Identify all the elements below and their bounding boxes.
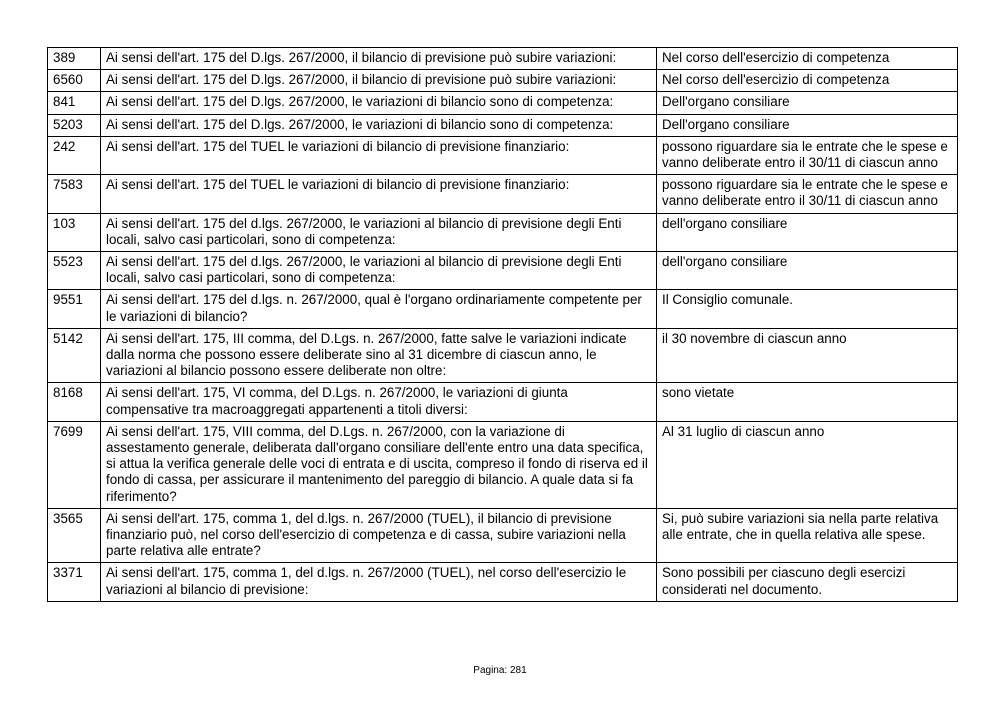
question-id: 6560 (48, 70, 101, 92)
table-row (48, 328, 958, 383)
question-text: Ai sensi dell'art. 175 del TUEL le variazioni di bilancio di previsione finanziario: (101, 136, 657, 174)
answer-text: Dell'organo consiliare (657, 92, 958, 114)
table-row (48, 563, 958, 601)
table-row (48, 48, 958, 70)
answer-text: dell'organo consiliare (657, 252, 958, 290)
answer-text: Si, può subire variazioni sia nella parte relativa alle entrate, che in quella relativa alle spese. (657, 508, 958, 563)
question-id: 103 (48, 213, 101, 251)
table-row (48, 213, 958, 251)
question-text: Ai sensi dell'art. 175 del D.lgs. 267/2000, le variazioni di bilancio sono di competenza: (101, 92, 657, 114)
question-text: Ai sensi dell'art. 175, comma 1, del d.lgs. n. 267/2000 (TUEL), il bilancio di previsione finanziario può, nel corso dell'esercizio di competenza e di cassa, subire variazioni nella parte relativa alle entrate? (101, 508, 657, 563)
question-id: 5142 (48, 328, 101, 383)
question-id: 7583 (48, 175, 101, 213)
question-text: Ai sensi dell'art. 175 del D.lgs. 267/2000, il bilancio di previsione può subire variazioni: (101, 70, 657, 92)
table-row (48, 114, 958, 136)
answer-text: Il Consiglio comunale. (657, 290, 958, 328)
answer-text: Sono possibili per ciascuno degli esercizi considerati nel documento. (657, 563, 958, 601)
question-text: Ai sensi dell'art. 175, III comma, del D.Lgs. n. 267/2000, fatte salve le variazioni indicate dalla norma che possono essere deliberate sino al 31 dicembre di ciascun anno, le variazioni al bilancio possono essere deliberate non oltre: (101, 328, 657, 383)
question-text: Ai sensi dell'art. 175 del D.lgs. 267/2000, il bilancio di previsione può subire variazioni: (101, 48, 657, 70)
answer-text: possono riguardare sia le entrate che le spese e vanno deliberate entro il 30/11 di ciascun anno (657, 136, 958, 174)
answer-text: possono riguardare sia le entrate che le spese e vanno deliberate entro il 30/11 di ciascun anno (657, 175, 958, 213)
qa-table (47, 47, 958, 602)
question-id: 841 (48, 92, 101, 114)
table-row (48, 508, 958, 563)
table-row (48, 92, 958, 114)
page-number: Pagina: 281 (473, 665, 527, 676)
question-id: 7699 (48, 421, 101, 508)
table-row (48, 252, 958, 290)
question-text: Ai sensi dell'art. 175 del d.lgs. 267/2000, le variazioni al bilancio di previsione degli Enti locali, salvo casi particolari, sono di competenza: (101, 252, 657, 290)
answer-text: Nel corso dell'esercizio di competenza (657, 48, 958, 70)
question-text: Ai sensi dell'art. 175, VIII comma, del D.Lgs. n. 267/2000, con la variazione di assestamento generale, deliberata dall'organo consiliare dell'ente entro una data specifica, si attua la verifica generale delle voci di entrata e di uscita, compreso il fondo di riserva ed il fondo di cassa, per assicurare il mantenimento del pareggio di bilancio. A quale data si fa riferimento? (101, 421, 657, 508)
answer-text: Dell'organo consiliare (657, 114, 958, 136)
answer-text: Nel corso dell'esercizio di competenza (657, 70, 958, 92)
table-row (48, 136, 958, 174)
question-id: 3565 (48, 508, 101, 563)
question-id: 389 (48, 48, 101, 70)
question-text: Ai sensi dell'art. 175 del d.lgs. n. 267/2000, qual è l'organo ordinariamente competente per le variazioni di bilancio? (101, 290, 657, 328)
question-id: 242 (48, 136, 101, 174)
qa-table-body (48, 48, 958, 602)
question-id: 3371 (48, 563, 101, 601)
question-text: Ai sensi dell'art. 175, VI comma, del D.Lgs. n. 267/2000, le variazioni di giunta compensative tra macroaggregati appartenenti a titoli diversi: (101, 383, 657, 421)
question-text: Ai sensi dell'art. 175 del D.lgs. 267/2000, le variazioni di bilancio sono di competenza: (101, 114, 657, 136)
answer-text: Al 31 luglio di ciascun anno (657, 421, 958, 508)
question-id: 9551 (48, 290, 101, 328)
question-id: 8168 (48, 383, 101, 421)
table-row (48, 421, 958, 508)
question-text: Ai sensi dell'art. 175 del d.lgs. 267/2000, le variazioni al bilancio di previsione degli Enti locali, salvo casi particolari, sono di competenza: (101, 213, 657, 251)
answer-text: sono vietate (657, 383, 958, 421)
table-row (48, 290, 958, 328)
answer-text: dell'organo consiliare (657, 213, 958, 251)
table-row (48, 383, 958, 421)
table-row (48, 70, 958, 92)
answer-text: il 30 novembre di ciascun anno (657, 328, 958, 383)
question-text: Ai sensi dell'art. 175, comma 1, del d.lgs. n. 267/2000 (TUEL), nel corso dell'esercizio le variazioni al bilancio di previsione: (101, 563, 657, 601)
question-id: 5523 (48, 252, 101, 290)
question-id: 5203 (48, 114, 101, 136)
question-text: Ai sensi dell'art. 175 del TUEL le variazioni di bilancio di previsione finanziario: (101, 175, 657, 213)
table-row (48, 175, 958, 213)
